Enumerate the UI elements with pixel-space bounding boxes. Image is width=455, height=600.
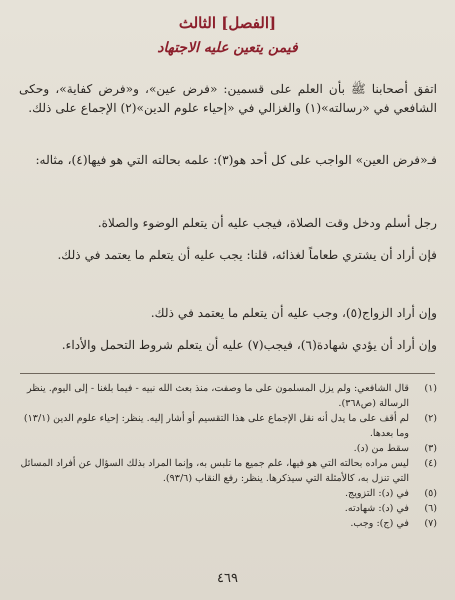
- chapter-title: [الفصل] الثالث: [178, 14, 277, 32]
- footnote-number: (١): [424, 383, 437, 394]
- footnote-item: [19, 501, 437, 516]
- footnote-number: (٢): [424, 413, 437, 424]
- paragraph-5: وإن أراد الزواج(٥)، وجب عليه أن يتعلم ما يعتمد في ذلك.: [150, 306, 437, 320]
- footnote-item: [19, 381, 437, 411]
- footnote-text: لم أقف على ما يدل أنه نقل الإجماع على هذا التقسيم أو أشار إليه. ينظر: إحياء علوم الدين (١٣/١) وما بعدها.: [23, 413, 409, 439]
- paragraph-6: وإن أراد أن يؤدي شهادة(٦)، فيجب(٧) عليه أن يتعلم شروط التحمل والأداء.: [61, 338, 437, 352]
- footnote-text: في (د): شهادته.: [344, 503, 409, 514]
- paragraph-1: اتفق أصحابنا ﷺ بأن العلم على قسمين: «فرض عين»، و«فرض كفاية»، وحكى الشافعي في «رسالته»(١) والغزالي في «إحياء علوم الدين»(٢) الإجماع على ذلك.: [19, 82, 437, 115]
- footnote-number: (٥): [424, 488, 437, 499]
- footnote-text: ليس مراده بحالته التي هو فيها، علم جميع ما تلبس به، وإنما المراد بذلك السؤال عن أفراد المسائل التي تنزل به، كالأمثلة التي سيذكرها. ينظر: رفع النقاب (٩٣/٦).: [20, 458, 409, 484]
- footnote-text: قال الشافعي: ولم يزل المسلمون على ما وصفت، منذ بعث الله نبيه - فيما بلغنا - إلى اليوم. ينظر الرسالة (ص٣٦٨).: [26, 383, 409, 409]
- paragraph-4: فإن أراد أن يشتري طعاماً لغذائه، قلنا: يجب عليه أن يتعلم ما يعتمد في ذلك.: [57, 248, 437, 262]
- footnote-item: [19, 516, 437, 531]
- footnote-item: [19, 411, 437, 441]
- footnote-number: (٤): [424, 458, 437, 469]
- paragraph-3: رجل أسلم ودخل وقت الصلاة، فيجب عليه أن يتعلم الوضوء والصلاة.: [97, 216, 437, 230]
- chapter-subtitle: فيمن يتعين عليه الاجتهاد: [157, 40, 298, 56]
- footnotes-list: [19, 381, 437, 531]
- footnote-text: سقط من (د).: [353, 443, 409, 454]
- footnote-divider: [20, 373, 435, 374]
- footnote-item: [19, 441, 437, 456]
- footnote-number: (٧): [424, 518, 437, 529]
- footnote-number: (٦): [424, 503, 437, 514]
- footnote-text: في (د): التزويج.: [345, 488, 409, 499]
- paragraph-2: فـ«فرض العين» الواجب على كل أحد هو(٣): علمه بحالته التي هو فيها(٤)، مثاله:: [35, 153, 437, 167]
- page-number: ٤٦٩: [217, 571, 238, 586]
- footnote-item: [19, 486, 437, 501]
- footnote-item: [19, 456, 437, 486]
- footnote-number: (٣): [424, 443, 437, 454]
- footnote-text: في (ج): وجب.: [350, 518, 409, 529]
